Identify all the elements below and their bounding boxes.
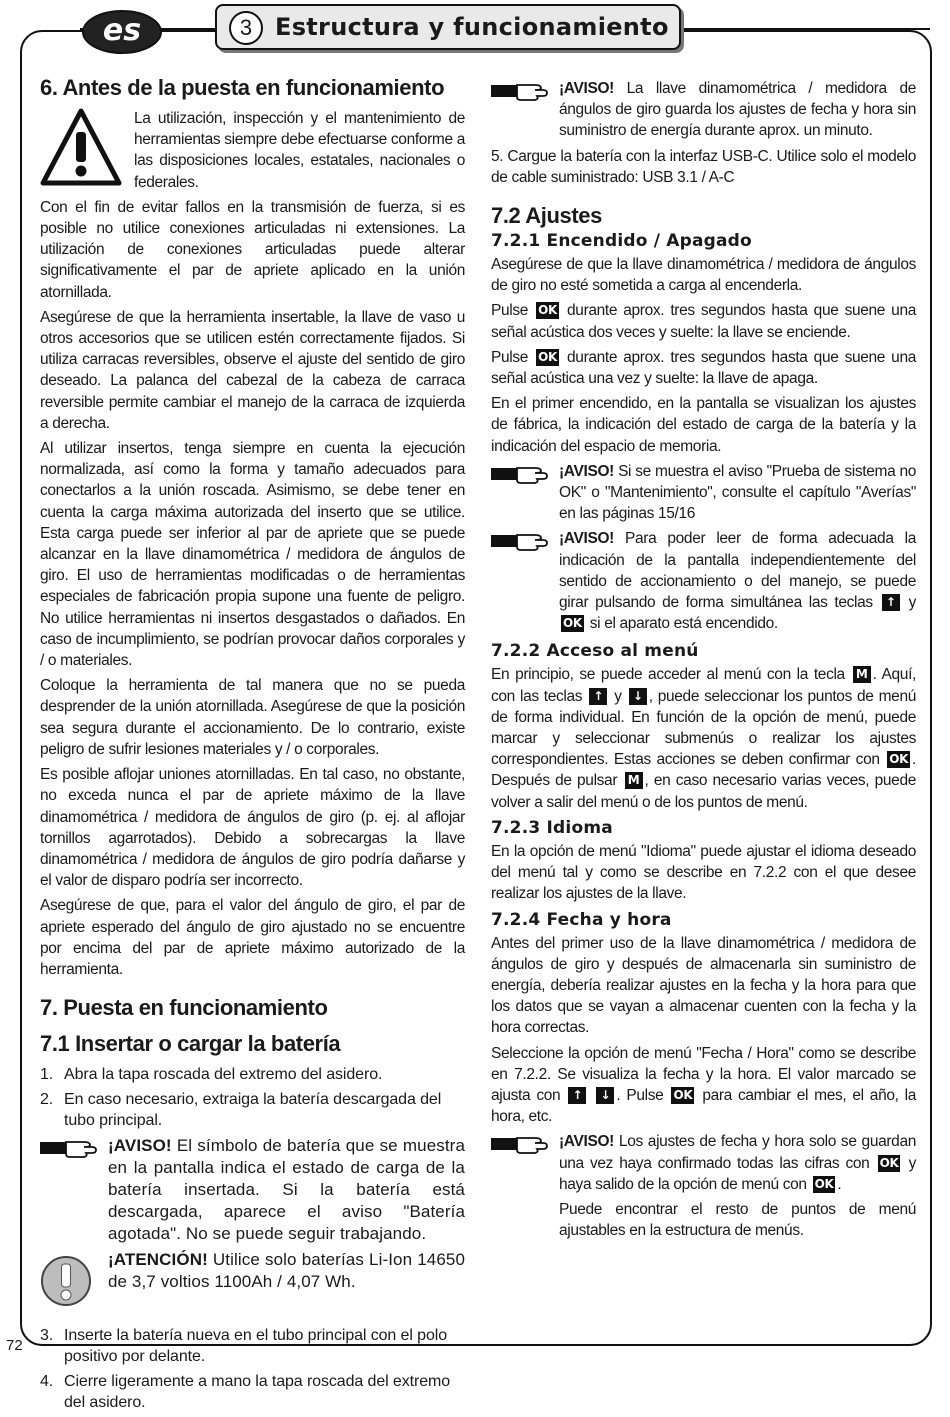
- pointing-hand-icon: [491, 80, 549, 102]
- warning-block: [40, 108, 465, 193]
- up-arrow-key-icon: ↑: [882, 594, 900, 611]
- list-item: 1. Abra la tapa roscada del extremo del asidero.: [40, 1066, 383, 1084]
- list-item: 4. Cierre ligeramente a mano la tapa roscada del extremo del asidero.: [40, 1372, 451, 1412]
- section-7-heading: 7. Puesta en funcionamiento: [40, 995, 328, 1021]
- page-number: 72: [6, 1337, 23, 1354]
- notice-date-save: ¡AVISO! Los ajustes de fecha y hora solo se guardan una vez haya confirmado todas las cifras con OK y haya salido de la opción de menú con OK . Puede encontrar el resto de puntos de menú ajustables en la estructura de menús.: [491, 1131, 916, 1241]
- section-7-2-4-heading: 7.2.4 Fecha y hora: [491, 909, 672, 930]
- paragraph: Coloque la herramienta de tal manera que no se pueda desprender de la unión atornillada. Asegúrese de que la posición sea segura durante el accionamiento. De lo contrario, existe peligro de sufrir lesiones materiales y / o corporales.: [40, 677, 465, 758]
- ok-key-icon: OK: [673, 1087, 693, 1102]
- ok-key-icon: OK: [538, 349, 557, 364]
- section-7-1-heading: 7.1 Insertar o cargar la batería: [40, 1031, 341, 1057]
- ok-key-icon: OK: [879, 1155, 899, 1170]
- section-7-2-heading: 7.2 Ajustes: [491, 203, 602, 229]
- paragraph: Es posible aflojar uniones atornilladas. En tal caso, no obstante, no exceda nunca el par de apriete máximo de la llave dinamométrica / medidora de ángulos de giro (p. ej. al aflojar tornillos agarrotados). Debido a sobrecargas la llave dinamométrica / medidora de ángulos de giro podría dañarse y el valor de disparo podría ser incorrecto.: [40, 766, 465, 890]
- paragraph: Pulse OK durante aprox. tres segundos hasta que suene una señal acústica dos veces y suelte: la llave se enciende.: [491, 302, 916, 341]
- notice-display-rotation: ¡AVISO! Para poder leer de forma adecuada la indicación de la pantalla independientemente del sentido de accionamiento o del manejo, se puede girar pulsando de forma simultánea las teclas ↑ y OK si el aparato está encendido.: [491, 528, 916, 634]
- up-arrow-key-icon: ↑: [568, 1087, 586, 1104]
- paragraph: Asegúrese de que la herramienta insertable, la llave de vaso u otros accesorios que se utilicen estén correctamente fijados. Si utiliza carracas reversibles, observe el ajuste del sentido de giro deseado. La palanca del cabezal de la cabeza de carraca reversible permite cambiar el manejo de la carraca de izquierda a derecha.: [40, 308, 465, 432]
- ok-key-icon: OK: [563, 616, 582, 631]
- up-arrow-key-icon: ↑: [589, 688, 607, 705]
- paragraph: Al utilizar insertos, tenga siempre en cuenta la ejecución normalizada, así como la forma y tamaño adecuados para conectarlos a la unión roscada. Asimismo, se debe tener en cuenta la carga máxima autorizada del inserto que se utilice. Esta carga puede ser inferior al par de apriete que se puede alcanzar en la llave dinamométrica / medidora de ángulos de giro. El uso de herramientas modificadas o de herramientas especiales de fabricación propia supone una fuente de peligro. No utilice herramientas ni insertos desgastados o dañados. En caso de incumplimiento, se podrían provocar daños corporales y / o materiales.: [40, 440, 465, 670]
- notice-system-test: ¡AVISO! Si se muestra el aviso "Prueba de sistema no OK" o "Mantenimiento", consulte el capítulo "Averías" en las páginas 15/16: [491, 461, 916, 525]
- ok-key-icon: OK: [538, 303, 557, 318]
- warning-text: La utilización, inspección y el mantenimiento de herramientas siempre debe efectuarse conforme a las disposiciones locales, estatales, nacionales o federales.: [134, 110, 465, 191]
- paragraph: En principio, se puede acceder al menú con la tecla M . Aquí, con las teclas ↑ y ↓ , puede seleccionar los puntos de menú de forma individual. En función de la opción de menú, puede marcar y seleccionar submenús o realizar los ajustes correspondientes. Estas acciones se deben confirmar con OK . Después de pulsar M , en caso necesario varias veces, puede volver a salir del menú o de los puntos de menú.: [491, 666, 916, 811]
- section-7-2-2-heading: 7.2.2 Acceso al menú: [491, 641, 699, 662]
- paragraph: Seleccione la opción de menú "Fecha / Hora" como se describe en 7.2.2. Se visualiza la fecha y la hora. El valor marcado se ajusta con ↑ ↓ . Pulse OK para cambiar el mes, el año, la hora, etc.: [491, 1044, 916, 1126]
- paragraph: Asegúrese de que la llave dinamométrica / medidora de ángulos de giro no esté sometida a carga al encenderla.: [491, 256, 916, 295]
- pointing-hand-icon: [491, 1133, 549, 1155]
- attention-exclamation-icon: [40, 1255, 92, 1307]
- paragraph: 5. Cargue la batería con la interfaz USB-C. Utilice solo el modelo de cable suministrado: USB 3.1 / A-C: [491, 147, 916, 186]
- list-item: 3. Inserte la batería nueva en el tubo principal con el polo positivo por delante.: [40, 1326, 448, 1366]
- paragraph: Antes del primer uso de la llave dinamométrica / medidora de ángulos de giro y después de almacenarla sin suministro de energía, debería realizar ajustes en la fecha y la hora para que los datos que se vayan a almacenar cuenten con la fecha y la hora correctas.: [491, 934, 916, 1037]
- section-7-2-1-heading: 7.2.1 Encendido / Apagado: [491, 231, 752, 252]
- paragraph: Pulse OK durante aprox. tres segundos hasta que suene una señal acústica una vez y suelte: la llave de apaga.: [491, 348, 916, 388]
- right-column: [491, 78, 916, 1245]
- paragraph: Asegúrese de que, para el valor del ángulo de giro, el par de apriete esperado del ángulo de giro ajustado no se encuentre por encima del par de apriete máximo autorizado de la herramienta.: [40, 897, 465, 978]
- paragraph: En la opción de menú "Idioma" puede ajustar el idioma deseado del menú tal y como se describe en 7.2.2 con el que desee realizar los ajustes de la llave.: [491, 842, 916, 903]
- down-arrow-key-icon: ↓: [629, 688, 647, 705]
- section-6-heading: 6. Antes de la puesta en funcionamiento: [40, 75, 445, 100]
- down-arrow-key-icon: ↓: [596, 1087, 614, 1104]
- language-badge: es: [82, 10, 162, 54]
- notice-battery: ¡AVISO! El símbolo de batería que se muestra en la pantalla indica el estado de carga de la batería insertada. Si la batería está descargada, aparece el aviso "Batería agotada". No se puede seguir trabajando.: [40, 1135, 465, 1245]
- m-key-icon: M: [853, 666, 871, 683]
- paragraph: Con el fin de evitar fallos en la transmisión de fuerza, si es posible no utilice conexiones articuladas ni extensiones. La utilización de conexiones articuladas puede alterar significativamente el par de apriete aplicado en la unión atornillada.: [40, 198, 465, 301]
- chapter-header: [215, 4, 681, 50]
- chapter-number: 3: [229, 11, 263, 45]
- pointing-hand-icon: [491, 463, 549, 485]
- steps-list-2: [40, 1325, 465, 1414]
- pointing-hand-icon: [40, 1137, 98, 1159]
- ok-key-icon: OK: [814, 1176, 834, 1191]
- warning-triangle-icon: [40, 108, 122, 186]
- ok-key-icon: OK: [889, 752, 909, 767]
- steps-list: [40, 1064, 465, 1132]
- chapter-title: Estructura y funcionamiento: [275, 13, 669, 41]
- list-item: 2. En caso necesario, extraiga la batería descargada del tubo principal.: [40, 1090, 442, 1130]
- attention-battery: ¡ATENCIÓN! Utilice solo baterías Li-Ion 14650 de 3,7 voltios 1100Ah / 4,07 Wh.: [40, 1249, 465, 1307]
- m-key-icon: M: [625, 772, 643, 789]
- paragraph: En el primer encendido, en la pantalla se visualizan los ajustes de fábrica, la indicación del estado de carga de la batería y la indicación del espacio de memoria.: [491, 395, 916, 455]
- paragraph: Puede encontrar el resto de puntos de menú ajustables en la estructura de menús.: [559, 1200, 916, 1240]
- pointing-hand-icon: [491, 530, 549, 552]
- left-column: [40, 74, 465, 1417]
- notice-date-memory: ¡AVISO! La llave dinamométrica / medidora de ángulos de giro guarda los ajustes de fecha y hora sin suministro de energía durante aprox. un minuto.: [491, 78, 916, 142]
- section-7-2-3-heading: 7.2.3 Idioma: [491, 817, 613, 838]
